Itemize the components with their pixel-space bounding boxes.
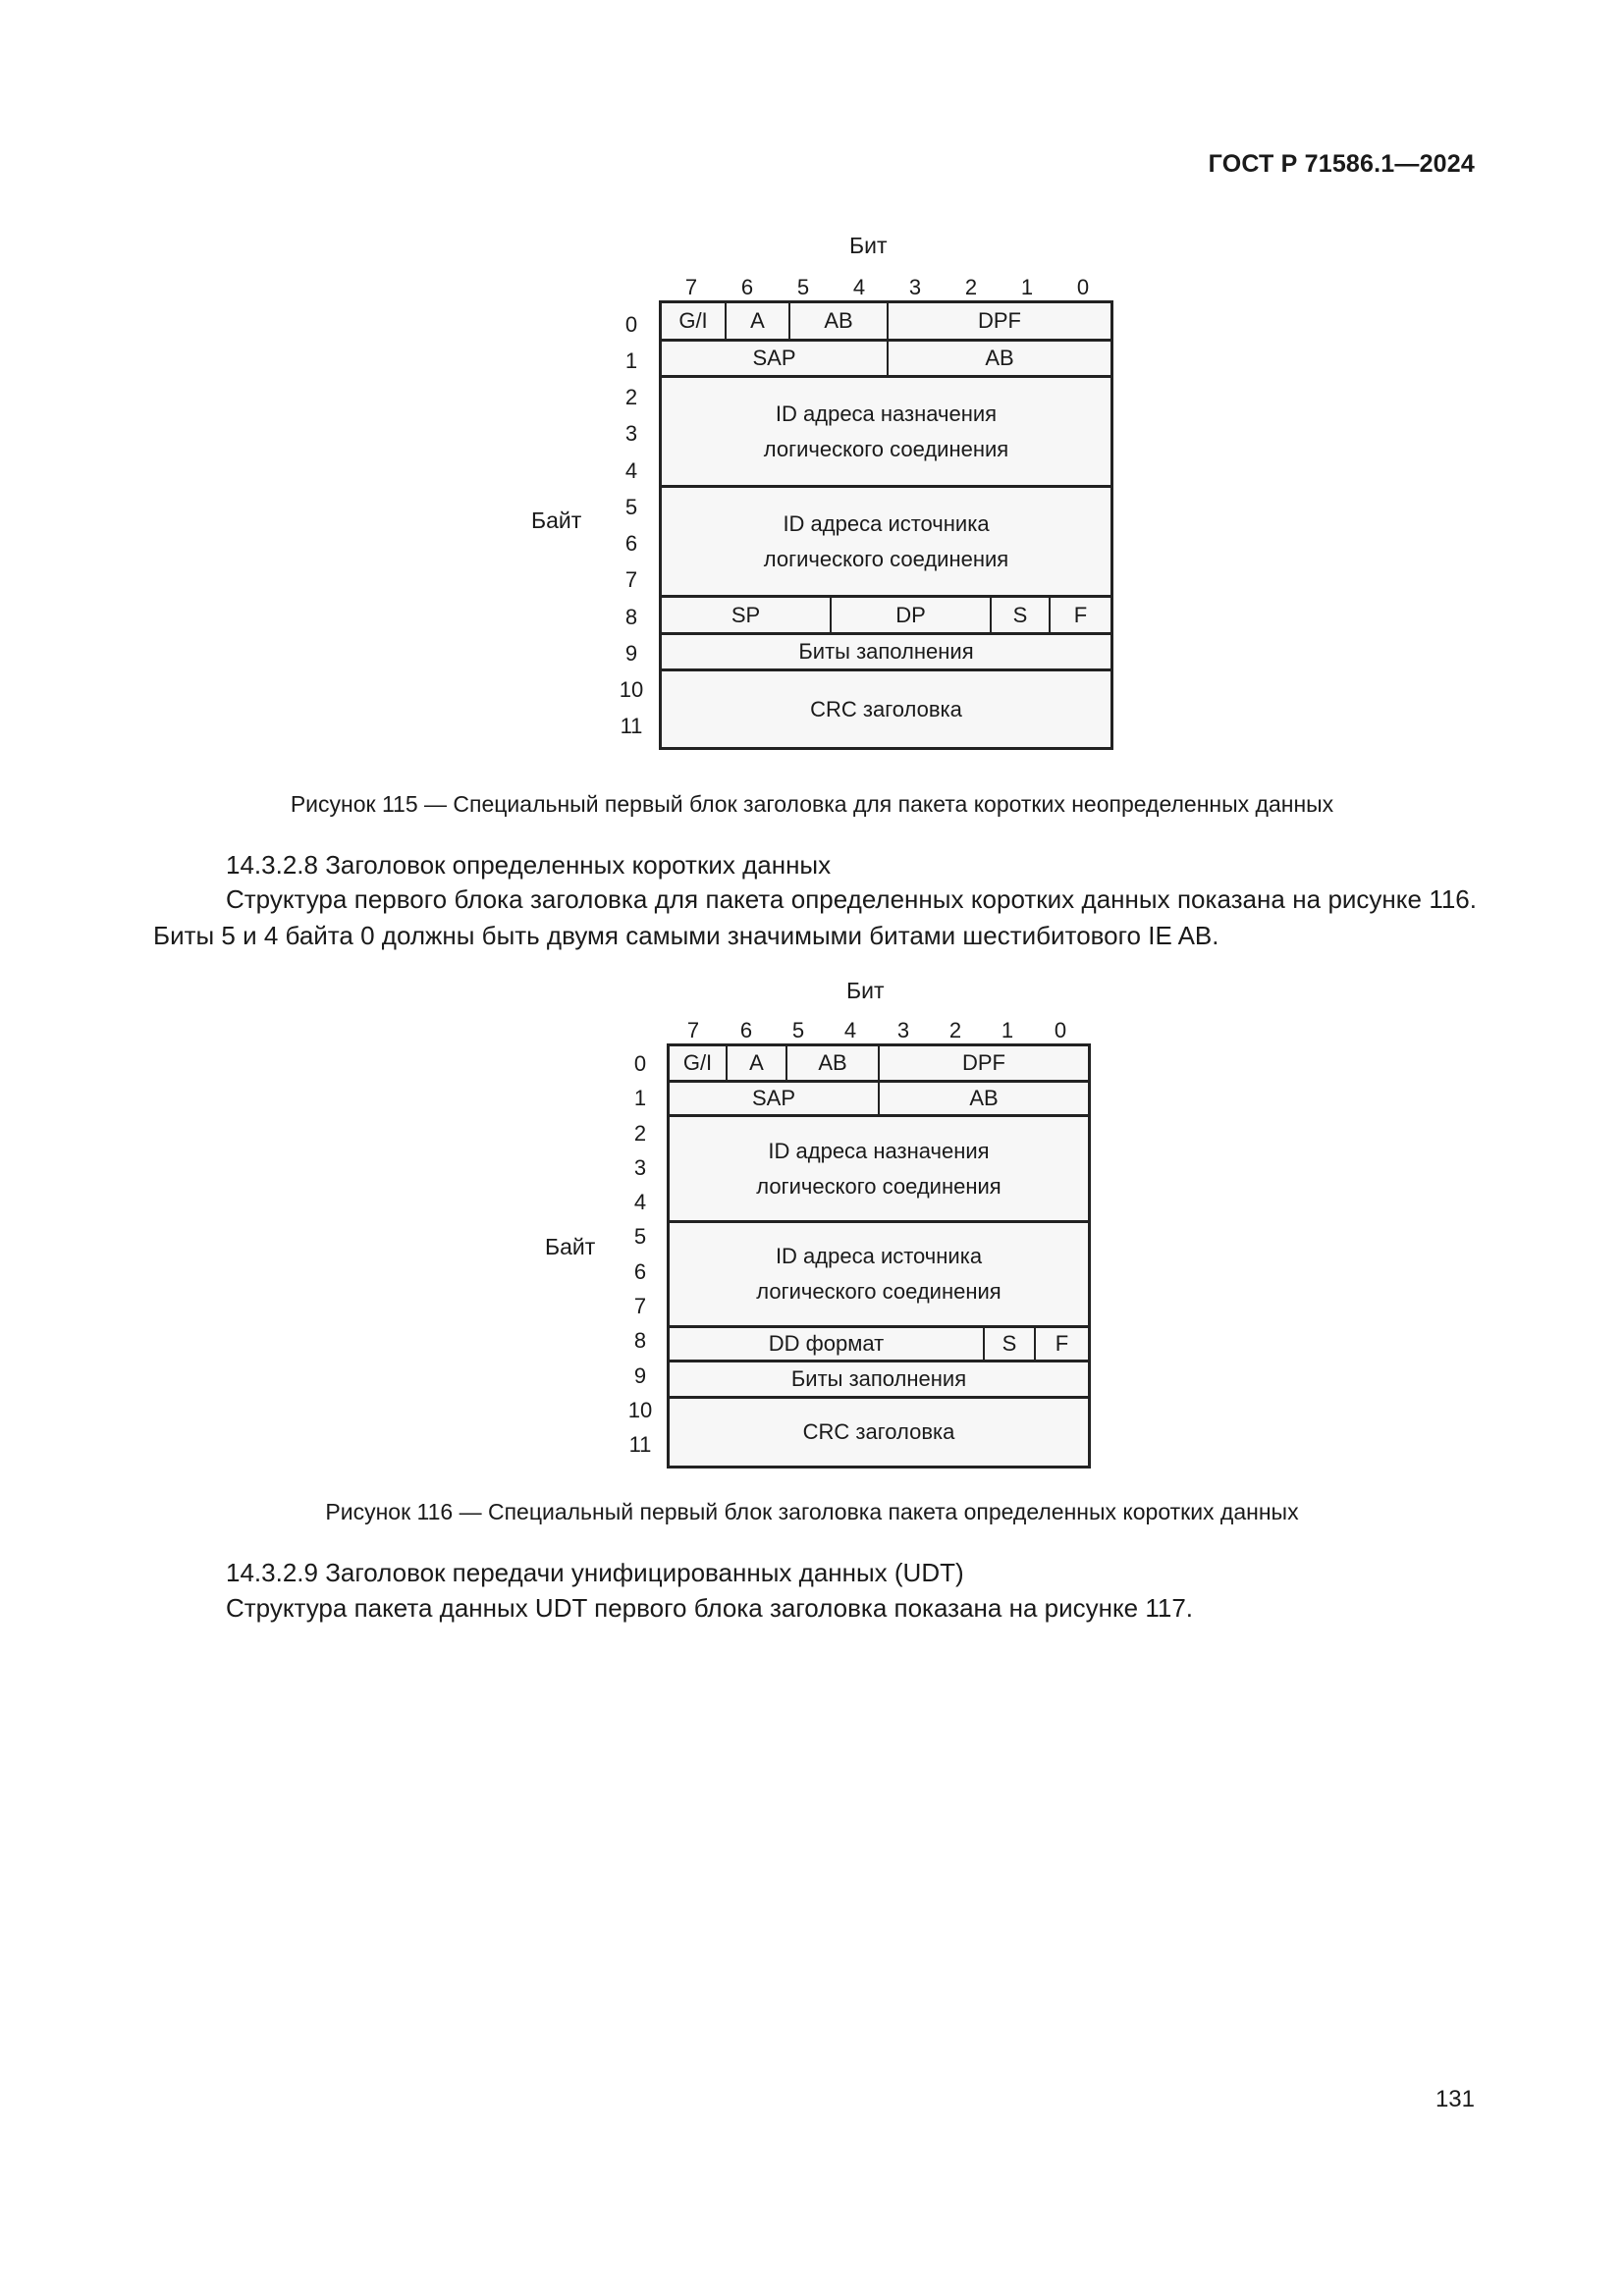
bit-axis-label: Бит — [849, 233, 888, 258]
bit-number: 0 — [1054, 1018, 1067, 1042]
field-sap: SAP — [670, 1083, 880, 1117]
byte-number: 1 — [633, 1086, 647, 1110]
bit-number: 4 — [852, 275, 866, 299]
byte-number: 4 — [633, 1190, 647, 1214]
field-ab: AB — [880, 1083, 1088, 1117]
byte-number: 8 — [624, 605, 638, 629]
field-sap: SAP — [662, 342, 889, 378]
byte-number: 0 — [624, 312, 638, 337]
field-text: логического соединения — [763, 546, 1009, 571]
byte-number: 11 — [628, 1432, 652, 1457]
byte-number: 11 — [620, 714, 643, 738]
byte-number: 5 — [624, 495, 638, 519]
field-ab: AB — [787, 1046, 880, 1083]
section-title: 14.3.2.8 Заголовок определенных коротких данных — [226, 850, 832, 880]
field-f: F — [1036, 1328, 1088, 1362]
field-gi: G/I — [662, 303, 727, 342]
field-destination-id — [662, 378, 1110, 488]
byte-number: 0 — [633, 1051, 647, 1076]
bit-number: 1 — [1001, 1018, 1014, 1042]
field-dp: DP — [832, 598, 992, 635]
header-block-grid — [667, 1043, 1091, 1468]
figure-caption: Рисунок 115 — Специальный первый блок заголовка для пакета коротких неопределенных данных — [290, 791, 1334, 817]
bit-number: 5 — [791, 1018, 805, 1042]
bit-number: 2 — [948, 1018, 962, 1042]
bit-number: 3 — [896, 1018, 910, 1042]
bit-number: 3 — [908, 275, 922, 299]
bit-axis-label: Бит — [846, 978, 885, 1003]
field-a: A — [727, 303, 790, 342]
field-text: логического соединения — [763, 436, 1009, 461]
field-source-id — [662, 488, 1110, 598]
byte-axis-label: Байт — [545, 1234, 596, 1259]
field-s: S — [985, 1328, 1036, 1362]
field-padding-bits: Биты заполнения — [662, 635, 1110, 671]
field-padding-bits: Биты заполнения — [670, 1362, 1088, 1399]
field-text: логического соединения — [756, 1279, 1001, 1304]
byte-number: 1 — [624, 348, 638, 373]
bit-number: 6 — [739, 1018, 753, 1042]
field-ab: AB — [790, 303, 889, 342]
byte-number: 3 — [633, 1155, 647, 1180]
field-text: ID адреса источника — [783, 510, 990, 536]
paragraph: Структура первого блока заголовка для пакета определенных коротких данных показана на рисунке 116. Биты 5 и 4 байта 0 должны быть двумя самыми значимыми битами шестибитового IE AB. — [153, 884, 1477, 950]
byte-number: 7 — [624, 567, 638, 592]
page-number: 131 — [1435, 2086, 1475, 2112]
field-s: S — [992, 598, 1051, 635]
field-text: ID адреса источника — [775, 1244, 983, 1268]
byte-number: 10 — [619, 677, 644, 702]
field-dpf: DPF — [889, 303, 1110, 342]
bit-number: 6 — [740, 275, 754, 299]
field-text: логического соединения — [756, 1173, 1001, 1199]
byte-number: 2 — [633, 1121, 647, 1146]
byte-number: 3 — [624, 421, 638, 446]
field-f: F — [1051, 598, 1110, 635]
document-standard-header: ГОСТ Р 71586.1—2024 — [1208, 150, 1475, 178]
field-ab: AB — [889, 342, 1110, 378]
field-source-id — [670, 1223, 1088, 1328]
bit-number: 0 — [1076, 275, 1090, 299]
byte-axis-label: Байт — [531, 507, 582, 533]
field-sp: SP — [662, 598, 832, 635]
field-text: ID адреса назначения — [768, 1138, 990, 1163]
bit-number: 2 — [964, 275, 978, 299]
byte-number: 9 — [633, 1363, 647, 1388]
byte-number: 6 — [624, 531, 638, 556]
byte-number: 2 — [624, 385, 638, 409]
byte-number: 9 — [624, 641, 638, 666]
field-dd-format: DD формат — [670, 1328, 985, 1362]
byte-number: 10 — [627, 1398, 653, 1422]
field-crc: CRC заголовка — [802, 1419, 955, 1444]
field-a: A — [728, 1046, 787, 1083]
header-block-grid — [659, 300, 1113, 750]
field-text: ID адреса назначения — [775, 400, 998, 426]
byte-number: 6 — [633, 1259, 647, 1284]
field-destination-id — [670, 1117, 1088, 1223]
bit-number: 7 — [686, 1018, 700, 1042]
figure-caption: Рисунок 116 — Специальный первый блок заголовка пакета определенных коротких данных — [325, 1499, 1299, 1524]
paragraph: Структура пакета данных UDT первого блока заголовка показана на рисунке 117. — [226, 1593, 1194, 1623]
field-crc: CRC заголовка — [810, 696, 962, 721]
bit-number: 5 — [796, 275, 810, 299]
byte-number: 5 — [633, 1224, 647, 1249]
section-title: 14.3.2.9 Заголовок передачи унифицированных данных (UDT) — [226, 1558, 964, 1587]
bit-number: 7 — [684, 275, 698, 299]
bit-number: 1 — [1020, 275, 1034, 299]
byte-number: 7 — [633, 1294, 647, 1318]
field-gi: G/I — [670, 1046, 728, 1083]
byte-number: 4 — [624, 458, 638, 483]
byte-number: 8 — [633, 1328, 647, 1353]
field-dpf: DPF — [880, 1046, 1088, 1083]
bit-number: 4 — [843, 1018, 857, 1042]
